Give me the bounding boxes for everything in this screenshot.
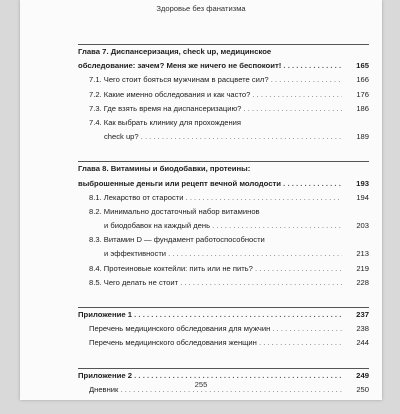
running-head: Здоровье без фанатизма: [156, 4, 246, 13]
toc-entry-title: 8.2. Минимально достаточный набор витаминов: [89, 206, 260, 216]
toc-entry-row: [78, 75, 369, 89]
page-number: 255: [194, 380, 208, 389]
toc-page-number: 244: [356, 338, 369, 348]
toc-section: [78, 44, 369, 146]
toc-entry-row: [78, 132, 369, 146]
toc-entry-title: 8.4. Протеиновые коктейли: пить или не пить? . . .: [89, 264, 342, 275]
toc-entry-row: [78, 324, 369, 338]
toc-entry-title: 8.5. Чего делать не стоит . . .: [89, 278, 342, 289]
toc-section: [78, 161, 369, 292]
book-page: [20, 0, 382, 400]
toc-page-number: 203: [356, 221, 369, 231]
toc-entry-row: [78, 278, 369, 292]
toc-page-number: 186: [356, 103, 369, 113]
toc-entry-row: [78, 264, 369, 278]
toc-page-number: 189: [356, 132, 369, 142]
toc-chapter-row: [78, 179, 369, 193]
toc-entry-row: [78, 235, 369, 249]
toc-entry-title: Глава 7. Диспансеризация, check up, медицинское: [78, 47, 272, 56]
toc-chapter-row: [78, 61, 369, 75]
table-of-contents: [78, 44, 369, 414]
toc-chapter-row: [78, 310, 369, 324]
toc-entry-title: 8.1. Лекарство от старости . . .: [89, 193, 342, 204]
toc-entry-row: [78, 90, 369, 104]
toc-section: [78, 307, 369, 353]
toc-entry-row: [78, 207, 369, 221]
toc-entry-title: 7.2. Какие именно обследования и как часто? . . .: [89, 90, 342, 101]
toc-entry-title: и биодобавок на каждый день . . .: [104, 221, 342, 232]
toc-entry-title: Дневник . . .: [89, 385, 342, 396]
toc-entry-title: и эффективности . . .: [104, 249, 342, 260]
toc-page-number: 250: [356, 384, 369, 394]
toc-entry-title: обследование: зачем? Меня же ничего не беспокоит! . . .: [78, 61, 342, 72]
toc-page-number: 176: [356, 89, 369, 99]
toc-entry-row: [78, 249, 369, 263]
toc-page-number: 193: [356, 178, 369, 188]
toc-entry-title: 7.3. Где взять время на диспансеризацию? . . .: [89, 104, 342, 115]
toc-entry-title: Перечень медицинского обследования для мужчин . . .: [89, 324, 342, 335]
toc-entry-row: [78, 118, 369, 132]
toc-entry-row: [78, 193, 369, 207]
toc-entry-row: [78, 338, 369, 352]
toc-page-number: 237: [356, 310, 369, 319]
toc-chapter-row: [78, 164, 369, 178]
toc-page-number: 165: [356, 61, 369, 71]
toc-page-number: 213: [356, 249, 369, 259]
toc-chapter-row: [78, 47, 369, 61]
toc-entry-title: check up? . . .: [104, 132, 342, 143]
toc-page-number: 194: [356, 192, 369, 202]
toc-page-number: 166: [356, 75, 369, 85]
toc-entry-row: [78, 104, 369, 118]
toc-entry-title: 7.4. Как выбрать клинику для прохождения: [89, 117, 242, 127]
toc-page-number: 249: [356, 370, 369, 380]
toc-entry-title: выброшенные деньги или рецепт вечной молодости . . .: [78, 179, 342, 190]
toc-page-number: 219: [356, 263, 369, 273]
toc-entry-title: Глава 8. Витамины и биодобавки, протеины:: [78, 164, 251, 174]
toc-page-number: 238: [356, 324, 369, 334]
toc-entry-title: 8.3. Витамин D — фундамент работоспособности: [89, 235, 265, 245]
toc-entry-row: [78, 221, 369, 235]
toc-entry-title: 7.1. Чего стоит бояться мужчинам в расцвете сил? . . .: [89, 75, 342, 86]
toc-entry-title: Приложение 1 . . .: [78, 310, 342, 321]
toc-entry-title: Перечень медицинского обследования женщин . . .: [89, 338, 342, 349]
toc-entry-title: Приложение 2 . . .: [78, 371, 342, 382]
toc-page-number: 228: [356, 277, 369, 287]
